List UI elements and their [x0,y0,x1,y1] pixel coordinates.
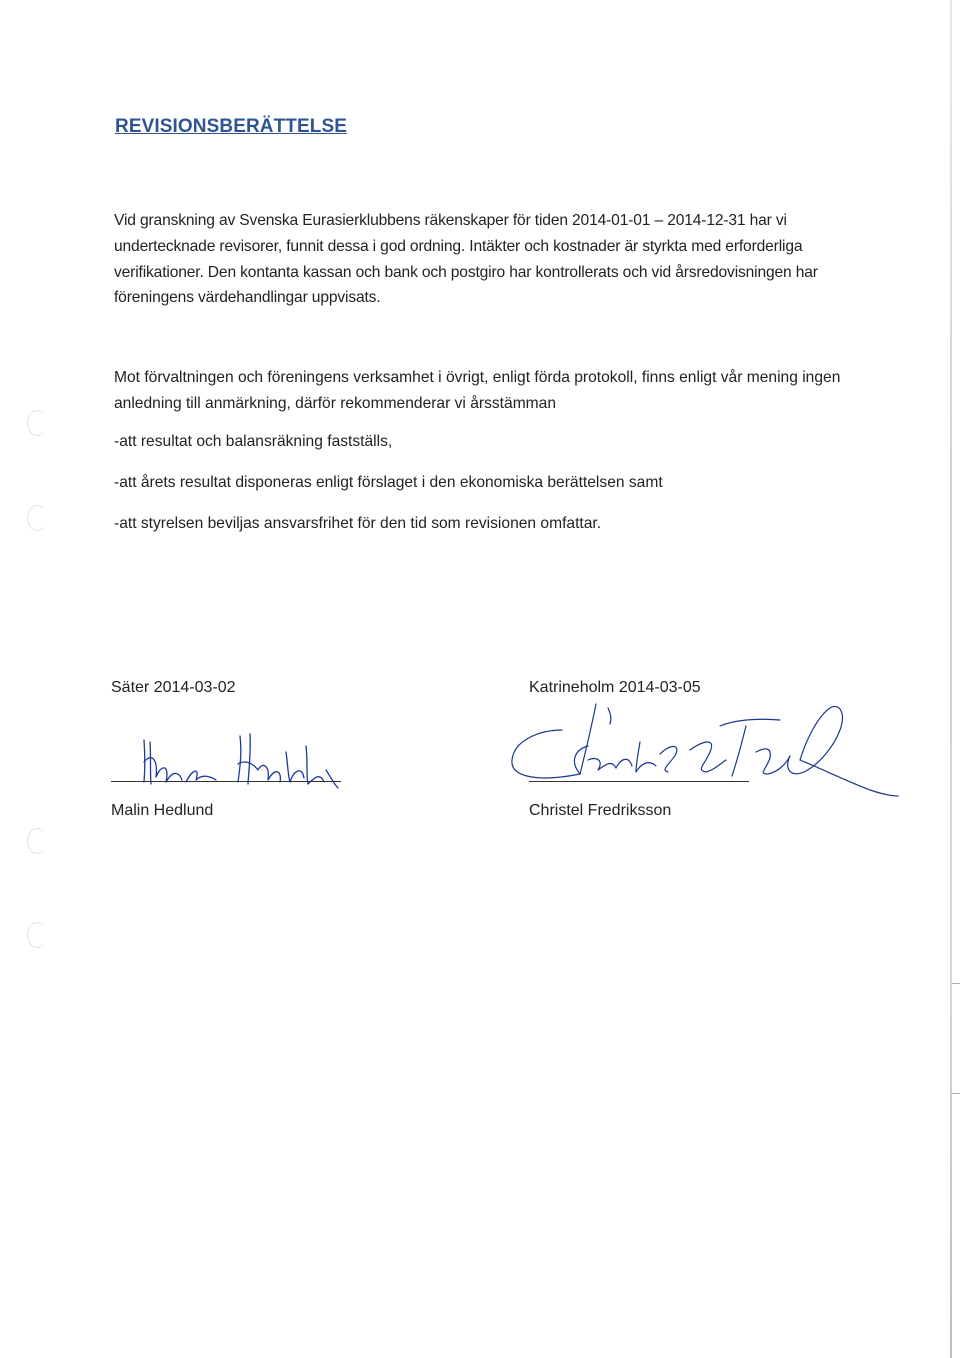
scan-edge-mark [952,1093,960,1094]
punch-hole [27,828,47,854]
right-signatory-name: Christel Fredriksson [529,802,672,819]
left-place-date: Säter 2014-03-02 [111,679,236,696]
resolution-item: -att resultat och balansräkning fastställs, [114,433,393,450]
scan-edge-mark [952,983,960,984]
right-handwritten-signature [500,690,900,805]
punch-hole [27,410,47,436]
punch-hole [27,922,47,948]
right-signature-line [529,781,749,782]
resolution-item: -att årets resultat disponeras enligt förslaget i den ekonomiska berättelsen samt [114,474,663,491]
left-signature-line [111,781,341,782]
document-title: REVISIONSBERÄTTELSE [115,116,348,137]
left-signatory-name: Malin Hedlund [111,802,214,819]
resolution-item: -att styrelsen beviljas ansvarsfrihet för den tid som revisionen omfattar. [114,515,602,532]
recommendation-paragraph: Mot förvaltningen och föreningens verksamhet i övrigt, enligt förda protokoll, finns enligt vår mening ingen anledning till anmärkning, därför rekommenderar vi årsstämman [114,369,841,412]
punch-hole [27,505,47,531]
audit-paragraph: Vid granskning av Svenska Eurasierklubbens räkenskaper för tiden 2014-01-01 – 2014-12-31 har vi undertecknade revisorer, funnit dessa i god ordning. Intäkter och kostnader är styrkta med erforderliga verifikationer. Den kontanta kassan och bank och postgiro har kontrollerats och vid årsredovisningen har föreningens värdehandlingar uppvisats. [114,212,818,307]
right-place-date: Katrineholm 2014-03-05 [529,679,701,696]
scan-page-edge [950,0,952,1358]
